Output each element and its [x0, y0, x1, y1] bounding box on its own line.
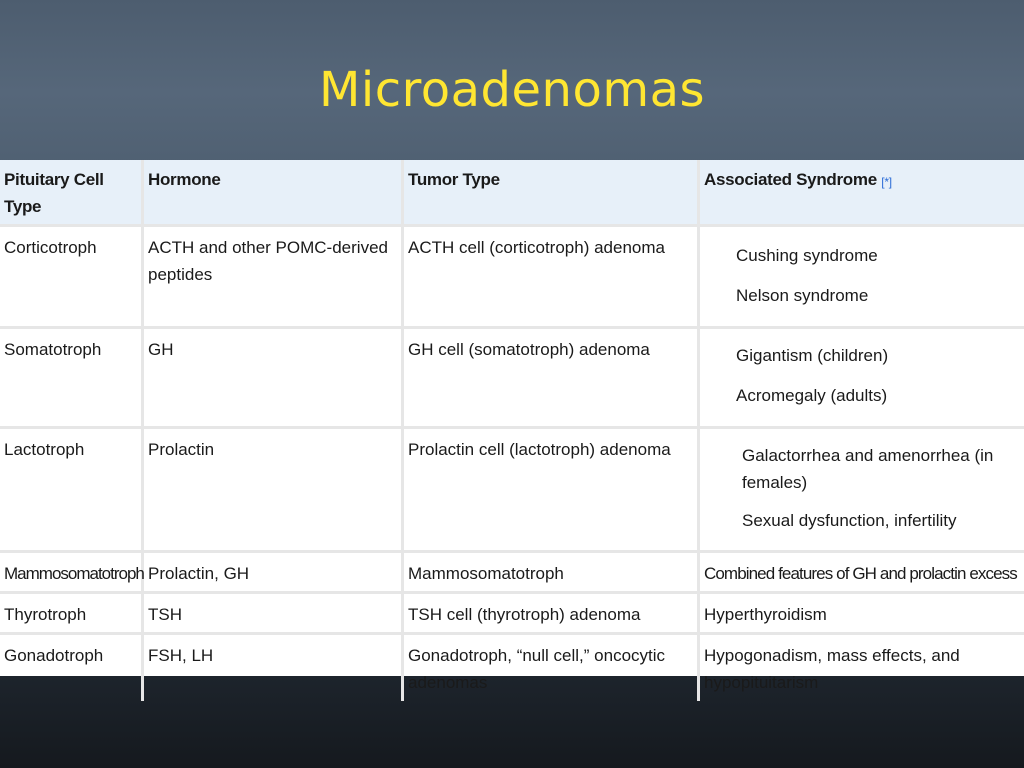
hormone: TSH	[144, 594, 404, 635]
hormone: ACTH and other POMC-derived peptides	[144, 227, 404, 329]
cell-type: Lactotroph	[0, 429, 144, 553]
associated-syndrome: Hypogonadism, mass effects, and hypopituitarism	[704, 646, 960, 692]
hormone: GH	[144, 329, 404, 429]
header-associated-syndrome	[700, 160, 1024, 227]
reference-link[interactable]: [*]	[881, 175, 892, 189]
associated-syndrome	[700, 429, 1024, 553]
hormone: Prolactin, GH	[144, 553, 404, 594]
table-header-row	[0, 160, 1024, 227]
syndrome-item: Sexual dysfunction, infertility	[742, 511, 957, 530]
syndrome-item: Acromegaly (adults)	[736, 386, 888, 405]
syndrome-text: Combined features of GH and prolactin excess	[704, 564, 1017, 583]
syndrome-item: Nelson syndrome	[736, 286, 869, 305]
cell-type: Thyrotroph	[0, 594, 144, 635]
cell-type: Gonadotroph	[0, 635, 144, 701]
cell-type: Corticotroph	[0, 227, 144, 329]
tumor-type: ACTH cell (corticotroph) adenoma	[404, 227, 700, 329]
tumor-type: Prolactin cell (lactotroph) adenoma	[404, 429, 700, 553]
tumor-type: Gonadotroph, “null cell,” oncocytic adenomas	[404, 635, 700, 701]
table-row	[0, 329, 1024, 429]
cell-type	[0, 553, 144, 594]
syndrome-item: Cushing syndrome	[736, 246, 878, 265]
header-hormone: Hormone	[144, 160, 404, 227]
tumor-type: GH cell (somatotroph) adenoma	[404, 329, 700, 429]
table-row	[0, 635, 1024, 701]
hormone: Prolactin	[144, 429, 404, 553]
table-row	[0, 429, 1024, 553]
syndrome-list	[704, 436, 1020, 534]
tumor-type: Mammosomatotroph	[404, 553, 700, 594]
associated-syndrome	[700, 227, 1024, 329]
table-row	[0, 553, 1024, 594]
microadenoma-table-container	[0, 160, 1024, 692]
header-tumor-type: Tumor Type	[404, 160, 700, 227]
microadenoma-table	[0, 160, 1024, 701]
syndrome-list	[704, 234, 1020, 309]
header-associated-syndrome-label: Associated Syndrome	[704, 170, 877, 189]
syndrome-item: Gigantism (children)	[736, 346, 889, 365]
table-row	[0, 227, 1024, 329]
table-row	[0, 594, 1024, 635]
associated-syndrome: Hyperthyroidism	[700, 594, 1024, 635]
syndrome-list	[704, 336, 1020, 409]
hormone: FSH, LH	[144, 635, 404, 701]
cell-type: Somatotroph	[0, 329, 144, 429]
syndrome-item: Galactorrhea and amenorrhea (in females)	[742, 446, 994, 492]
header-cell-type: Pituitary Cell Type	[0, 160, 144, 227]
slide-title: Microadenomas	[318, 62, 706, 118]
tumor-type: TSH cell (thyrotroph) adenoma	[404, 594, 700, 635]
associated-syndrome	[700, 329, 1024, 429]
cell-type-text: Mammosomatotroph	[4, 564, 144, 583]
associated-syndrome	[700, 553, 1024, 594]
